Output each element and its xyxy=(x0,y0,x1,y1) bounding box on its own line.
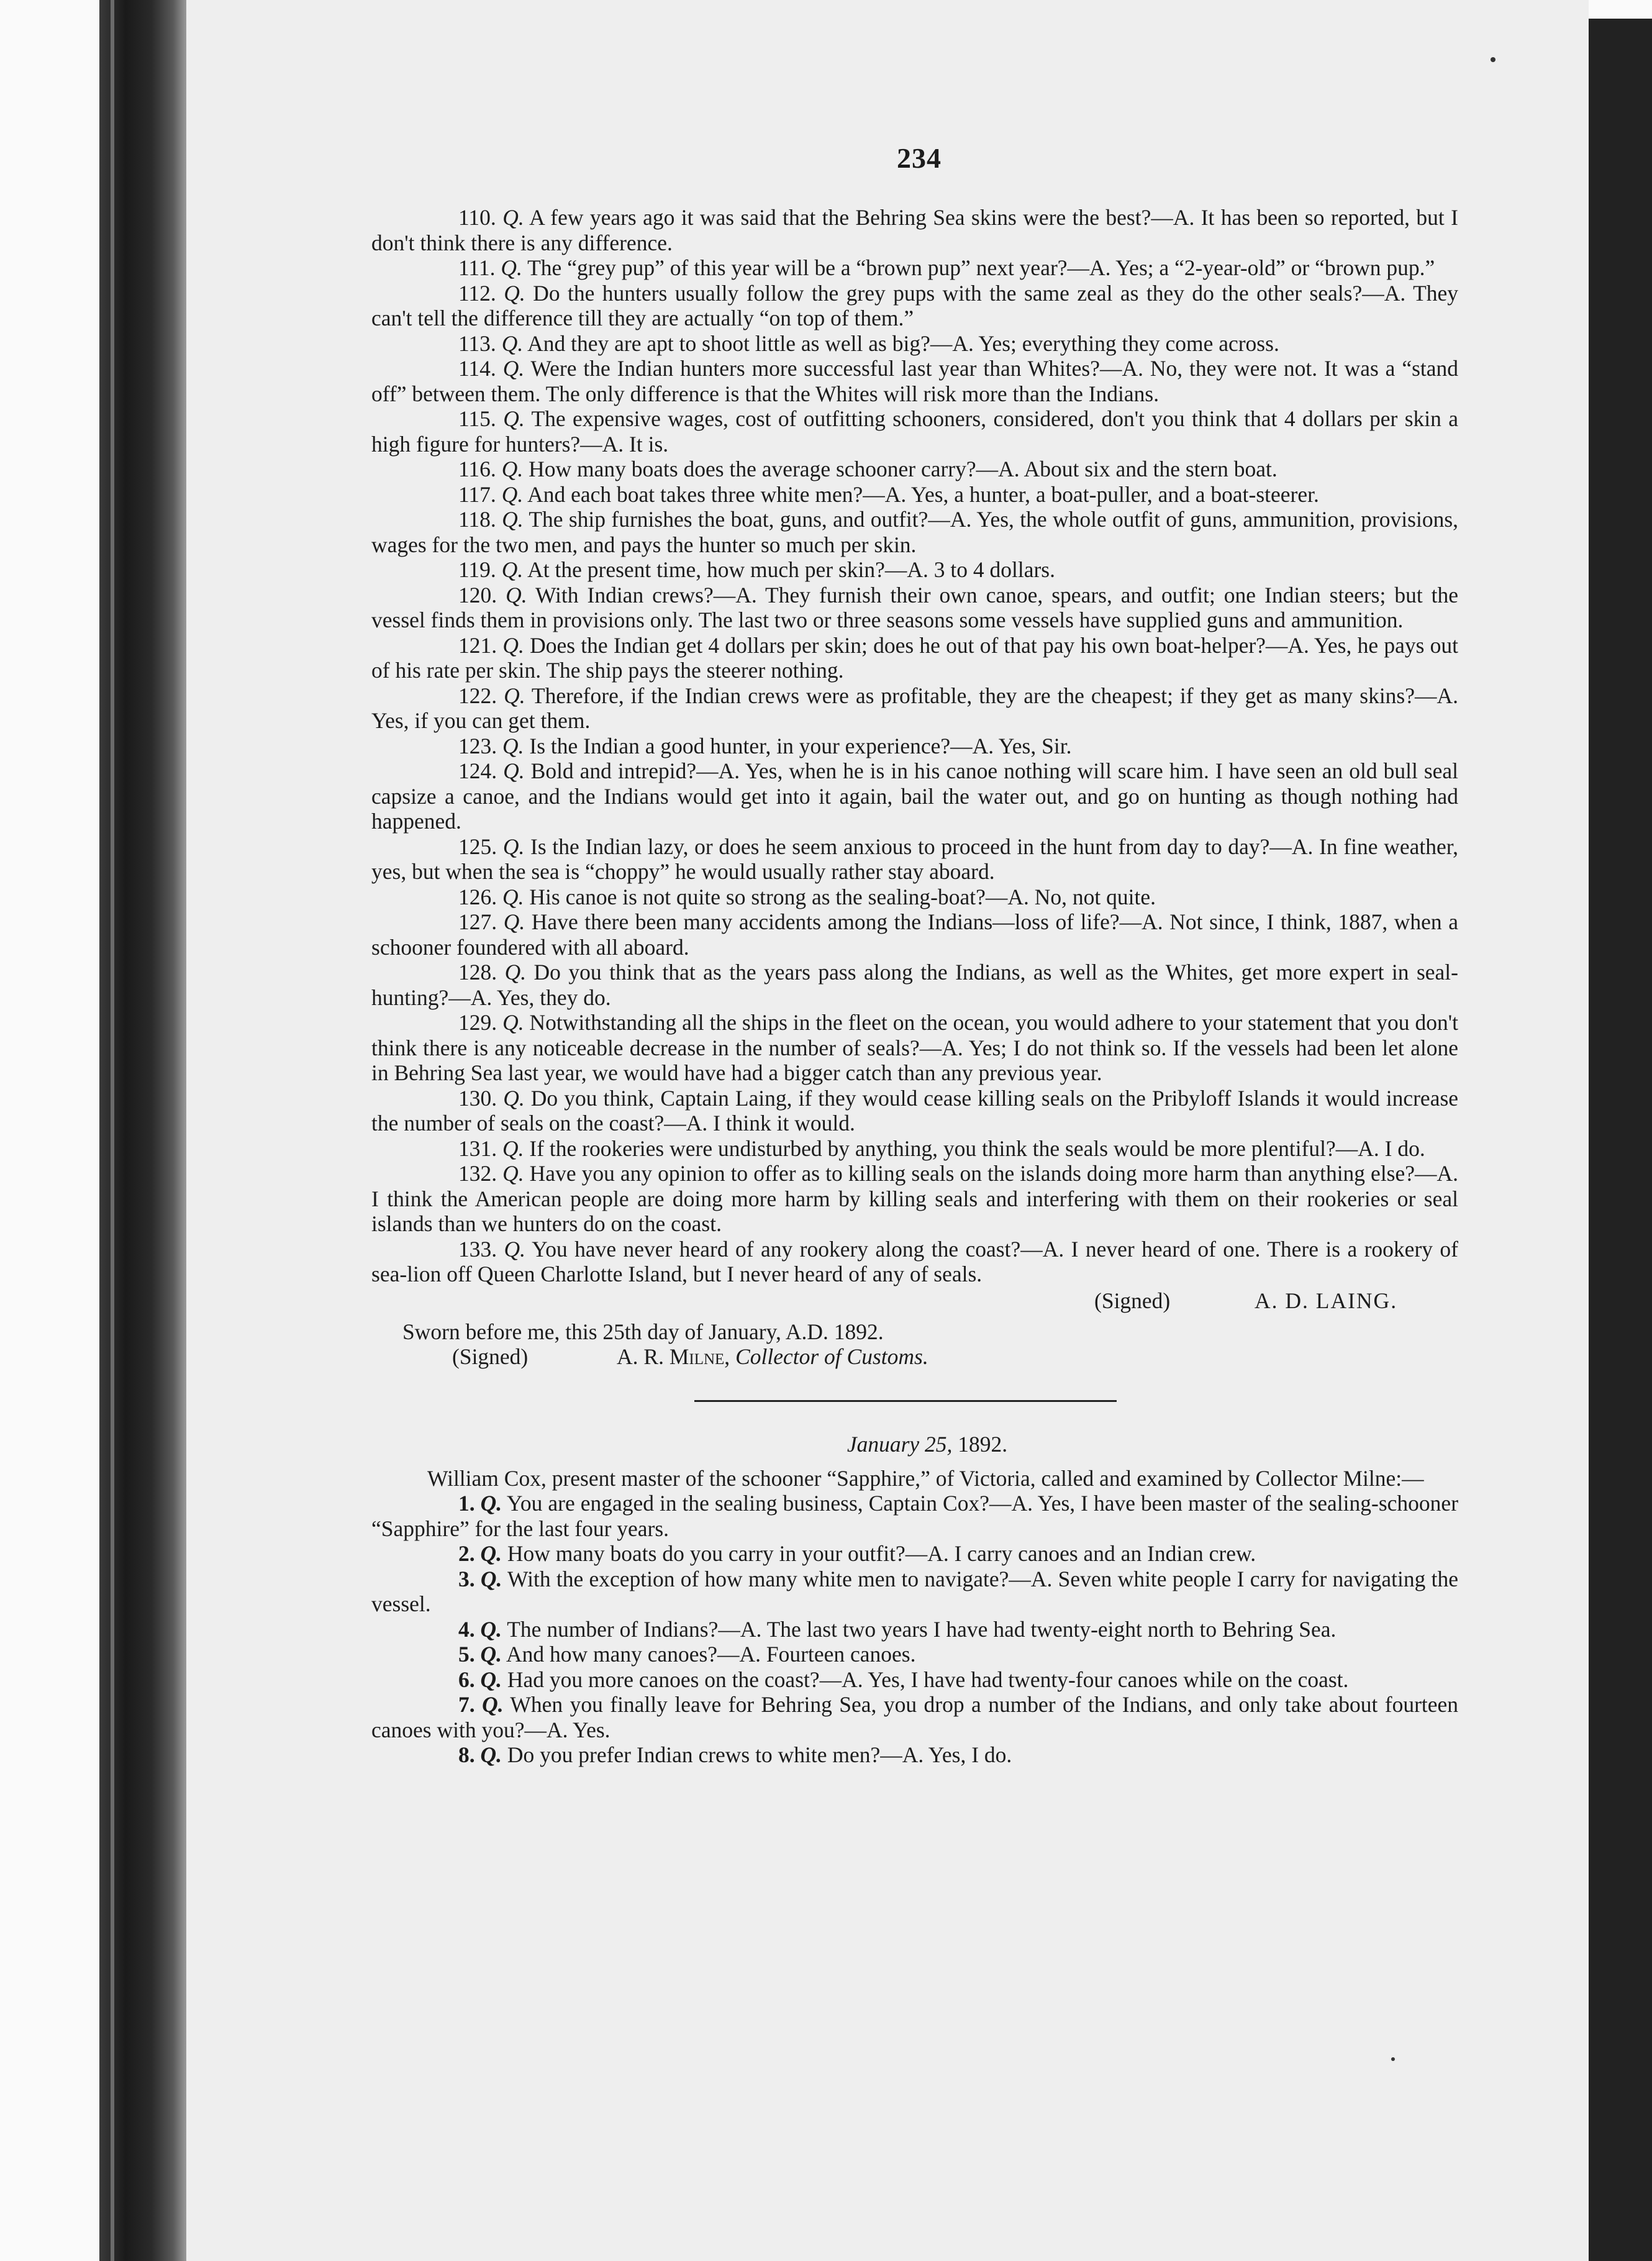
qa-item: 113. Q. And they are apt to shoot little as well as big?—A. Yes; everything they come across. xyxy=(458,330,1279,356)
qa-text: At the present time, how much per skin?—A. 3 to 4 dollars. xyxy=(527,557,1055,582)
qa-item: 117. Q. And each boat takes three white men?—A. Yes, a hunter, a boat-puller, and a boat-steerer. xyxy=(458,481,1319,507)
qa-text: Is the Indian a good hunter, in your experience?—A. Yes, Sir. xyxy=(529,733,1072,758)
question-number: 1. xyxy=(458,1491,475,1516)
qa-item: 129. Q. Notwithstanding all the ships in the fleet on the ocean, you would adhere to your statement that you don't think there is any noticeable decrease in the number of seals?—A. Yes; I do not think so. If the vessels had been let alone in Behring Sea last year, we would have had a bigger catch than any previous year. xyxy=(371,1010,1459,1085)
signed-label: (Signed) xyxy=(1094,1288,1171,1313)
question-number: 125. xyxy=(458,834,497,859)
qa-item: 121. Q. Does the Indian get 4 dollars per skin; does he out of that pay his own boat-helper?—A. Yes, he pays out of his rate per skin. The ship pays the steerer nothing. xyxy=(371,632,1458,683)
question-number: 129. xyxy=(458,1010,497,1035)
qa-text: Do you think, Captain Laing, if they would cease killing seals on the Pribyloff Islands it would increase the number of seals on the coast?—A. I think it would. xyxy=(371,1085,1459,1135)
question-number: 128. xyxy=(458,960,497,985)
qa-list-cox xyxy=(371,1491,1458,1768)
qa-item: 114. Q. Were the Indian hunters more successful last year than Whites?—A. No, they were not. It was a “stand off” between them. The only difference is that the Whites will risk more than the Indians. xyxy=(371,356,1459,406)
qa-text: When you finally leave for Behring Sea, you drop a number of the Indians, and only take about fourteen canoes with you?—A. Yes. xyxy=(371,1692,1459,1742)
question-number: 122. xyxy=(458,683,497,708)
question-number: 131. xyxy=(458,1135,497,1161)
facing-page-edge xyxy=(1589,19,1652,2261)
question-number: 120. xyxy=(458,582,497,607)
scan-speck xyxy=(1491,57,1495,62)
qa-item: 3. Q. With the exception of how many white men to navigate?—A. Seven white people I carry for navigating the vessel. xyxy=(371,1566,1459,1616)
question-number: 3. xyxy=(458,1566,475,1591)
document-body xyxy=(371,205,1458,1768)
qa-item: 110. Q. A few years ago it was said that the Behring Sea skins were the best?—A. It has been so reported, but I don't think there is any difference. xyxy=(371,205,1459,255)
question-number: 4. xyxy=(458,1616,475,1642)
qa-text: How many boats do you carry in your outfit?—A. I carry canoes and an Indian crew. xyxy=(507,1541,1256,1566)
qa-text: Have there been many accidents among the Indians—loss of life?—A. Not since, I think, 1887, when a schooner foundered with all aboard. xyxy=(371,909,1458,960)
qa-text: With Indian crews?—A. They furnish their own canoe, spears, and outfit; one Indian steers; but the vessel finds them in provisions only. The last two or three seasons some vessels have supplied guns and ammunition. xyxy=(371,582,1459,632)
qa-text: Have you any opinion to offer as to killing seals on the islands doing more harm than anything else?—A. I think the American people are doing more harm by killing seals and interfering with them on their rookeries or seal islands than we hunters do on the coast. xyxy=(371,1161,1459,1236)
qa-text: The “grey pup” of this year will be a “brown pup” next year?—A. Yes; a “2-year-old” or “brown pup.” xyxy=(527,255,1435,280)
qa-item: 118. Q. The ship furnishes the boat, guns, and outfit?—A. Yes, the whole outfit of guns, ammunition, provisions, wages for the two men, and pays the hunter so much per skin. xyxy=(371,507,1459,557)
qa-item: 119. Q. At the present time, how much per skin?—A. 3 to 4 dollars. xyxy=(458,557,1055,582)
qa-item: 120. Q. With Indian crews?—A. They furnish their own canoe, spears, and outfit; one Indian steers; but the vessel finds them in provisions only. The last two or three seasons some vessels have supplied guns and ammunition. xyxy=(371,582,1459,632)
question-number: 118. xyxy=(458,507,496,532)
question-number: 112. xyxy=(458,280,496,306)
question-number: 117. xyxy=(458,481,496,507)
examination-intro: William Cox, present master of the schooner “Sapphire,” of Victoria, called and examined by Collector Milne:— xyxy=(427,1465,1424,1491)
question-number: 132. xyxy=(458,1161,497,1186)
qa-item: 127. Q. Have there been many accidents among the Indians—loss of life?—A. Not since, I think, 1887, when a schooner foundered with all aboard. xyxy=(371,909,1458,960)
qa-text: The number of Indians?—A. The last two years I have had twenty-eight north to Behring Sea. xyxy=(507,1616,1337,1642)
qa-item: 8. Q. Do you prefer Indian crews to white men?—A. Yes, I do. xyxy=(458,1742,1012,1767)
qa-text: And each boat takes three white men?—A. Yes, a hunter, a boat-puller, and a boat-steerer. xyxy=(527,481,1319,507)
witness-title: Collector of Customs. xyxy=(735,1344,928,1369)
qa-text: You are engaged in the sealing business, Captain Cox?—A. Yes, I have been master of the sealing-schooner “Sapphire” for the last four years. xyxy=(371,1491,1459,1541)
qa-text: Had you more canoes on the coast?—A. Yes, I have had twenty-four canoes while on the coast. xyxy=(507,1667,1349,1692)
question-number: 2. xyxy=(458,1541,475,1566)
question-number: 121. xyxy=(458,632,497,658)
qa-text: Does the Indian get 4 dollars per skin; does he out of that pay his own boat-helper?—A. Yes, he pays out of his rate per skin. The ship pays the steerer nothing. xyxy=(371,632,1458,683)
qa-text: Is the Indian lazy, or does he seem anxious to proceed in the hunt from day to day?—A. In fine weather, yes, but when the sea is “choppy” he would usually rather stay aboard. xyxy=(371,834,1459,884)
qa-item: 112. Q. Do the hunters usually follow the grey pups with the same zeal as they do the other seals?—A. They can't tell the difference till they are actually “on top of them.” xyxy=(371,280,1459,330)
qa-text: Do you think that as the years pass along the Indians, as well as the Whites, get more expert in seal-hunting?—A. Yes, they do. xyxy=(371,960,1458,1010)
qa-item: 122. Q. Therefore, if the Indian crews were as profitable, they are the cheapest; if they get as many skins?—A. Yes, if you can get them. xyxy=(371,683,1459,733)
question-number: 115. xyxy=(458,406,496,431)
sworn-statement: Sworn before me, this 25th day of January, A.D. 1892. xyxy=(402,1319,884,1344)
qa-text: The expensive wages, cost of outfitting schooners, considered, don't you think that 4 dollars per skin a high figure for hunters?—A. It is. xyxy=(371,406,1459,457)
qa-text: You have never heard of any rookery along the coast?—A. I never heard of one. There is a rookery of sea-lion off Queen Charlotte Island, but I never heard of any of seals. xyxy=(371,1236,1458,1286)
qa-text: With the exception of how many white men to navigate?—A. Seven white people I carry for navigating the vessel. xyxy=(371,1566,1459,1616)
qa-item: 124. Q. Bold and intrepid?—A. Yes, when he is in his canoe nothing will scare him. I have seen an old bull seal capsize a canoe, and the Indians would get into it again, bail the water out, and go on hunting as though nothing had happened. xyxy=(371,758,1459,834)
scan-margin xyxy=(0,0,99,2261)
qa-item: 116. Q. How many boats does the average schooner carry?—A. About six and the stern boat. xyxy=(458,457,1278,481)
page-number: 234 xyxy=(897,142,942,174)
qa-list-laing xyxy=(371,205,1458,1287)
question-number: 123. xyxy=(458,733,497,758)
qa-item: 125. Q. Is the Indian lazy, or does he seem anxious to proceed in the hunt from day to day?—A. In fine weather, yes, but when the sea is “choppy” he would usually rather stay aboard. xyxy=(371,834,1459,884)
witness-name: A. R. Milne, Collector of Customs. xyxy=(617,1344,928,1369)
question-number: 113. xyxy=(458,330,496,356)
question-number: 133. xyxy=(458,1236,497,1262)
qa-item: 2. Q. How many boats do you carry in your outfit?—A. I carry canoes and an Indian crew. xyxy=(458,1541,1256,1566)
qa-text: How many boats does the average schooner carry?—A. About six and the stern boat. xyxy=(529,457,1278,481)
binding-shadow xyxy=(99,0,186,2261)
qa-item: 115. Q. The expensive wages, cost of outfitting schooners, considered, don't you think that 4 dollars per skin a high figure for hunters?—A. It is. xyxy=(371,406,1459,457)
question-number: 8. xyxy=(458,1742,475,1767)
question-number: 111. xyxy=(458,255,496,280)
question-number: 6. xyxy=(458,1667,475,1692)
qa-text: And they are apt to shoot little as well as big?—A. Yes; everything they come across. xyxy=(527,330,1279,356)
question-number: 130. xyxy=(458,1085,497,1111)
qa-text: A few years ago it was said that the Behring Sea skins were the best?—A. It has been so reported, but I don't think there is any difference. xyxy=(371,205,1459,255)
question-number: 119. xyxy=(458,557,496,582)
scan-speck xyxy=(1391,2057,1395,2061)
question-number: 116. xyxy=(458,457,496,481)
qa-text: Do you prefer Indian crews to white men?—A. Yes, I do. xyxy=(507,1742,1012,1767)
question-number: 7. xyxy=(458,1692,475,1717)
question-number: 127. xyxy=(458,909,497,934)
qa-item: 7. Q. When you finally leave for Behring Sea, you drop a number of the Indians, and only take about fourteen canoes with you?—A. Yes. xyxy=(371,1692,1459,1742)
section-divider xyxy=(694,1400,1117,1402)
question-number: 5. xyxy=(458,1642,475,1667)
qa-item: 130. Q. Do you think, Captain Laing, if they would cease killing seals on the Pribyloff Islands it would increase the number of seals on the coast?—A. I think it would. xyxy=(371,1085,1459,1135)
qa-text: The ship furnishes the boat, guns, and outfit?—A. Yes, the whole outfit of guns, ammunition, provisions, wages for the two men, and pays the hunter so much per skin. xyxy=(371,507,1459,557)
witness-line xyxy=(371,1344,1458,1370)
question-number: 110. xyxy=(458,205,496,230)
qa-item: 132. Q. Have you any opinion to offer as to killing seals on the islands doing more harm than anything else?—A. I think the American people are doing more harm by killing seals and interfering with them on their rookeries or seal islands than we hunters do on the coast. xyxy=(371,1161,1459,1236)
qa-text: Notwithstanding all the ships in the fleet on the ocean, you would adhere to your statement that you don't think there is any noticeable decrease in the number of seals?—A. Yes; I do not think so. If the vessels had been let alone in Behring Sea last year, we would have had a bigger catch than any previous year. xyxy=(371,1010,1459,1085)
signer-name: A. D. LAING. xyxy=(1255,1288,1398,1313)
question-number: 124. xyxy=(458,758,497,783)
qa-item: 123. Q. Is the Indian a good hunter, in your experience?—A. Yes, Sir. xyxy=(458,733,1072,758)
qa-text: If the rookeries were undisturbed by anything, you think the seals would be more plentiful?—A. I do. xyxy=(529,1135,1425,1161)
qa-item: 6. Q. Had you more canoes on the coast?—A. Yes, I have had twenty-four canoes while on the coast. xyxy=(458,1667,1349,1692)
qa-text: Were the Indian hunters more successful last year than Whites?—A. No, they were not. It was a “stand off” between them. The only difference is that the Whites will risk more than the Indians. xyxy=(371,356,1459,406)
qa-item: 111. Q. The “grey pup” of this year will be a “brown pup” next year?—A. Yes; a “2-year-old” or “brown pup.” xyxy=(458,255,1435,280)
qa-item: 126. Q. His canoe is not quite so strong as the sealing-boat?—A. No, not quite. xyxy=(458,884,1156,909)
qa-text: Bold and intrepid?—A. Yes, when he is in his canoe nothing will scare him. I have seen an old bull seal capsize a canoe, and the Indians would get into it again, bail the water out, and go on hunting as though nothing had happened. xyxy=(371,758,1459,834)
qa-text: Therefore, if the Indian crews were as profitable, they are the cheapest; if they get as many skins?—A. Yes, if you can get them. xyxy=(371,683,1459,733)
qa-item: 128. Q. Do you think that as the years pass along the Indians, as well as the Whites, get more expert in seal-hunting?—A. Yes, they do. xyxy=(371,960,1458,1010)
qa-item: 133. Q. You have never heard of any rookery along the coast?—A. I never heard of one. There is a rookery of sea-lion off Queen Charlotte Island, but I never heard of any of seals. xyxy=(371,1236,1458,1286)
scan-margin-right xyxy=(1589,0,1652,19)
qa-item: 131. Q. If the rookeries were undisturbed by anything, you think the seals would be more plentiful?—A. I do. xyxy=(458,1135,1425,1161)
signature-line xyxy=(371,1288,1458,1313)
qa-item: 4. Q. The number of Indians?—A. The last two years I have had twenty-eight north to Behring Sea. xyxy=(458,1616,1337,1642)
qa-item: 1. Q. You are engaged in the sealing business, Captain Cox?—A. Yes, I have been master of the sealing-schooner “Sapphire” for the last four years. xyxy=(371,1491,1459,1541)
question-number: 114. xyxy=(458,356,496,381)
qa-text: Do the hunters usually follow the grey pups with the same zeal as they do the other seals?—A. They can't tell the difference till they are actually “on top of them.” xyxy=(371,280,1459,330)
qa-text: And how many canoes?—A. Fourteen canoes. xyxy=(506,1642,916,1667)
question-number: 126. xyxy=(458,884,497,909)
qa-item: 5. Q. And how many canoes?—A. Fourteen canoes. xyxy=(458,1642,916,1667)
date-heading: January 25, 1892. xyxy=(846,1432,1008,1457)
witness-signed-label: (Signed) xyxy=(452,1344,529,1369)
qa-text: His canoe is not quite so strong as the sealing-boat?—A. No, not quite. xyxy=(529,884,1156,909)
